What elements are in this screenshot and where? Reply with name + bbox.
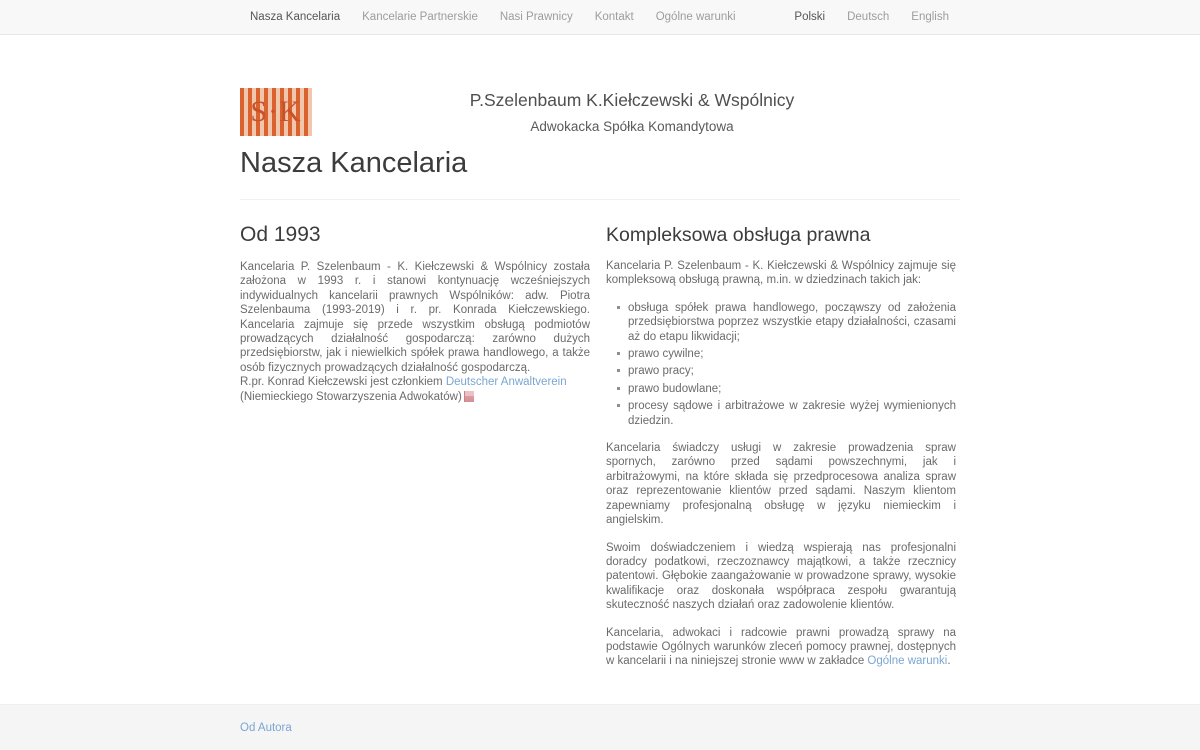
column-right — [606, 222, 956, 682]
left-column-paragraph: Kancelaria P. Szelenbaum - K. Kiełczewski & Wspólnicy została założona w 1993 r. i stanowi kontynuację wcześniejszych indywidualnych kancelarii prawnych Wspólników: adw. Piotra Szelenbauma (1993-2019) i r. pr. Konrada Kiełczewskiego. Kancelaria zajmuje się przede wszystkim obsługą podmiotów prowadzących działalność gospodarczą: zarówno dużych przedsiębiorstw, jak i niewielkich spółek prawa handlowego, a także osób fizycznych prowadzących działalność gospodarczą. — [240, 261, 590, 374]
column-left — [240, 222, 590, 682]
firm-logo[interactable] — [240, 88, 312, 136]
list-item: prawo cywilne; — [628, 347, 956, 361]
logo-monogram: S·K — [250, 95, 302, 128]
terms-suffix-text: . — [947, 655, 951, 668]
list-item: obsługa spółek prawa handlowego, począwszy od założenia przedsiębiorstwa poprzez wszystkie etapy działalności, czasami aż do etapu likwidacji; — [628, 301, 956, 343]
membership-suffix-text: (Niemieckiego Stowarzyszenia Adwokatów) — [240, 390, 462, 403]
nav-item-nasi-prawnicy[interactable]: Nasi Prawnicy — [499, 10, 573, 23]
firm-title-block — [312, 87, 952, 139]
firm-name: P.Szelenbaum K.Kiełczewski & Wspólnicy — [469, 90, 795, 110]
footer-inner — [240, 705, 960, 750]
page-title: Nasza Kancelaria — [240, 147, 468, 179]
nav-item-ogolne-warunki[interactable]: Ogólne warunki — [655, 10, 736, 23]
terms-paragraph — [606, 626, 956, 669]
right-column-heading: Kompleksowa obsługa prawna — [606, 224, 871, 246]
language-option-english[interactable]: English — [911, 10, 949, 23]
left-column-membership — [240, 375, 590, 404]
ogolne-warunki-link[interactable]: Ogólne warunki — [867, 655, 948, 668]
footer-link-od-autora[interactable]: Od Autora — [240, 721, 292, 734]
main-content — [240, 113, 960, 682]
nav-item-kancelarie-partnerskie[interactable]: Kancelarie Partnerskie — [362, 10, 478, 23]
german-flag-icon — [464, 391, 474, 402]
deutscher-anwaltverein-link[interactable]: Deutscher Anwaltverein — [445, 376, 567, 389]
list-item: procesy sądowe i arbitrażowe w zakresie wyżej wymienionych dziedzin. — [628, 400, 956, 427]
top-navigation-bar — [0, 0, 1200, 35]
membership-prefix-text: R.pr. Konrad Kiełczewski jest członkiem — [240, 376, 446, 389]
language-switcher — [784, 0, 960, 34]
litigation-paragraph: Kancelaria świadczy usługi w zakresie prowadzenia spraw spornych, zarówno przed sądami powszechnymi, jak i arbitrażowymi, na które składa się przedprocesowa analiza spraw oraz reprezentowanie klientów przed sądami. Naszym klientom zapewniamy profesjonalną obsługę w języku niemieckim i angielskim. — [606, 442, 956, 527]
experts-paragraph: Swoim doświadczeniem i wiedzą wspierają nas profesjonalni doradcy podatkowi, rzeczoznawcy majątkowi, a także rzecznicy patentowi. Głębokie zaangażowanie w prowadzone sprawy, wysokie kwalifikacje oraz doskonała współpraca zespołu gwarantują skuteczność naszych działań oraz zadowolenie klientów. — [606, 541, 956, 612]
services-list — [606, 301, 956, 428]
nav-item-nasza-kancelaria[interactable]: Nasza Kancelaria — [250, 10, 341, 23]
terms-prefix-text: Kancelaria, adwokaci i radcowie prawni prowadzą sprawy na podstawie Ogólnych warunków zleceń pomocy prawnej, dostępnych w kancelarii i na niniejszej stronie www w zakładce — [606, 626, 956, 668]
list-item: prawo budowlane; — [628, 382, 956, 396]
nav-item-kontakt[interactable]: Kontakt — [594, 10, 634, 23]
language-option-polski[interactable]: Polski — [794, 10, 826, 23]
primary-navigation — [240, 0, 747, 34]
site-header — [0, 35, 1200, 134]
list-item: prawo pracy; — [628, 364, 956, 378]
site-footer — [0, 704, 1200, 750]
language-option-deutsch[interactable]: Deutsch — [847, 10, 890, 23]
navigation-inner — [240, 0, 960, 34]
two-column-layout — [240, 200, 960, 682]
services-intro-paragraph: Kancelaria P. Szelenbaum - K. Kiełczewski & Wspólnicy zajmuje się kompleksową obsługą prawną, m.in. w dziedzinach takich jak: — [606, 260, 956, 287]
left-column-heading: Od 1993 — [240, 223, 321, 246]
firm-subtitle: Adwokacka Spółka Komandytowa — [530, 119, 734, 134]
